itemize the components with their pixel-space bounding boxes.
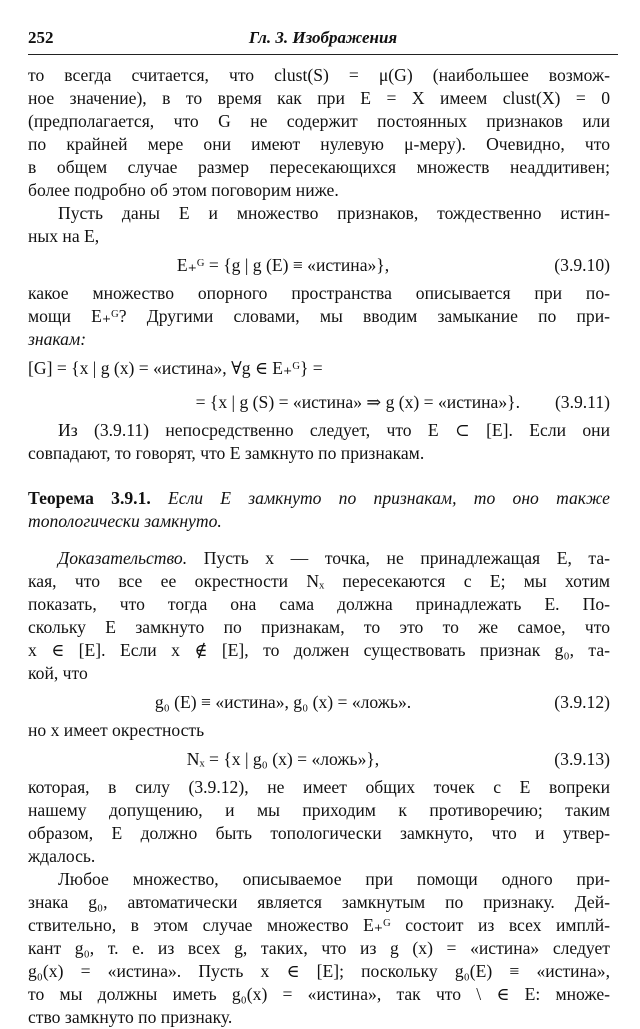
paragraph-6: [28, 776, 610, 868]
text-line: скольку E замкнуто по признакам, то это то же самое, что: [28, 617, 610, 637]
page-header: [28, 28, 618, 52]
equation-body: = {x | g (S) = «истина» ⇒ g (x) = «истина»}.: [195, 392, 520, 412]
equation-number: (3.9.10): [554, 255, 610, 275]
equation-3-9-12: [28, 685, 610, 719]
proof-line: [28, 547, 610, 570]
text-line: ных на E,: [28, 226, 100, 246]
text-line: знака g₀, автоматически является замкнутым по признаку. Дей-: [28, 892, 610, 912]
page-body: [28, 64, 610, 1029]
text-line: Из (3.9.11) непосредственно следует, что E ⊂ [E]. Если они: [58, 420, 610, 440]
proof-text: Пусть x — точка, не принадлежащая E, та-: [203, 548, 610, 568]
equation-body: E₊ᴳ = {g | g (E) ≡ «истина»},: [176, 255, 390, 275]
text-line: ждалось.: [28, 846, 96, 866]
equation-number: (3.9.12): [554, 692, 610, 712]
text-line: по крайней мере они имеют нулевую μ-меру). Очевидно, что: [28, 134, 610, 154]
text-line: кая, что все ее окрестности Nₓ пересекаются с E; мы хотим: [28, 571, 610, 591]
text-line: в общем случае размер пересекающихся множеств неаддитивен;: [28, 157, 610, 177]
equation-3-9-13: [28, 742, 610, 776]
text-line: ное значение), в то время как при E = X имеем clust(X) = 0: [28, 88, 610, 108]
text-line: то всегда считается, что clust(S) = μ(G) (наибольшее возмож-: [28, 65, 610, 85]
text-line: но x имеет окрестность: [28, 720, 205, 740]
theorem-text: Если E замкнуто по признакам, то оно также: [168, 488, 610, 508]
equation-3-9-11-line-1: [28, 351, 610, 385]
proof: [28, 547, 610, 685]
text-line: более подробно об этом поговорим ниже.: [28, 180, 339, 200]
header-rule: [28, 54, 618, 55]
equation-3-9-10: [28, 248, 610, 282]
text-line: образом, E должно быть топологически замкнуто, что и утвер-: [28, 823, 610, 843]
equation-body: Nₓ = {x | g₀ (x) = «ложь»},: [186, 749, 380, 769]
equation-number: (3.9.13): [554, 749, 610, 769]
theorem-line: [28, 487, 610, 510]
text-line: показать, что тогда она сама должна принадлежать E. По-: [28, 594, 610, 614]
text-line: ствительно, в этом случае множество E₊ᴳ состоит из всех имплй-: [28, 915, 610, 935]
text-line: (предполагается, что G не содержит постоянных признаков или: [28, 111, 610, 131]
text-line: какое множество опорного пространства описывается при по-: [28, 283, 610, 303]
paragraph-7: [28, 868, 610, 1029]
text-line: совпадают, то говорят, что E замкнуто по признакам.: [28, 443, 425, 463]
text-line: g₀(x) = «истина». Пусть x ∈ [E]; поскольку g₀(E) ≡ «истина»,: [28, 961, 610, 981]
theorem-line: топологически замкнуто.: [28, 511, 222, 531]
theorem-3-9-1: [28, 487, 610, 533]
paragraph-2: [28, 202, 610, 248]
running-title: Гл. 3. Изображения: [248, 28, 398, 47]
text-line: ство замкнуто по признаку.: [28, 1007, 233, 1027]
equation-body: g₀ (E) ≡ «истина», g₀ (x) = «ложь».: [154, 692, 412, 712]
paragraph-4: [28, 419, 610, 465]
text-line: знакам:: [28, 329, 87, 349]
text-line: нашему допущению, и мы приходим к противоречию; таким: [28, 800, 610, 820]
text-line: Пусть даны E и множество признаков, тождественно истин-: [58, 203, 610, 223]
text-line: кант g₀, т. е. из всех g, таких, что из g (x) = «истина» следует: [28, 938, 610, 958]
text-line: мощи E₊ᴳ? Другими словами, мы вводим замыкание по при-: [28, 306, 610, 326]
equation-body: [G] = {x | g (x) = «истина», ∀g ∈ E₊ᴳ} =: [28, 358, 323, 378]
equation-3-9-11-line-2: [28, 385, 610, 419]
proof-label: Доказательство.: [58, 548, 188, 568]
theorem-label: Теорема 3.9.1.: [28, 488, 151, 508]
page-number: 252: [28, 28, 54, 47]
paragraph-3: [28, 282, 610, 351]
text-line: которая, в силу (3.9.12), не имеет общих точек с E вопреки: [28, 777, 610, 797]
text-line: x ∈ [E]. Если x ∉ [E], то должен существовать признак g₀, та-: [28, 640, 610, 660]
text-line: то мы должны иметь g₀(x) = «истина», так что \ ∈ E: множе-: [28, 984, 610, 1004]
text-line: Любое множество, описываемое при помощи одного при-: [58, 869, 610, 889]
text-line: кой, что: [28, 663, 88, 683]
equation-number: (3.9.11): [554, 392, 610, 412]
paragraph-1: [28, 64, 610, 202]
